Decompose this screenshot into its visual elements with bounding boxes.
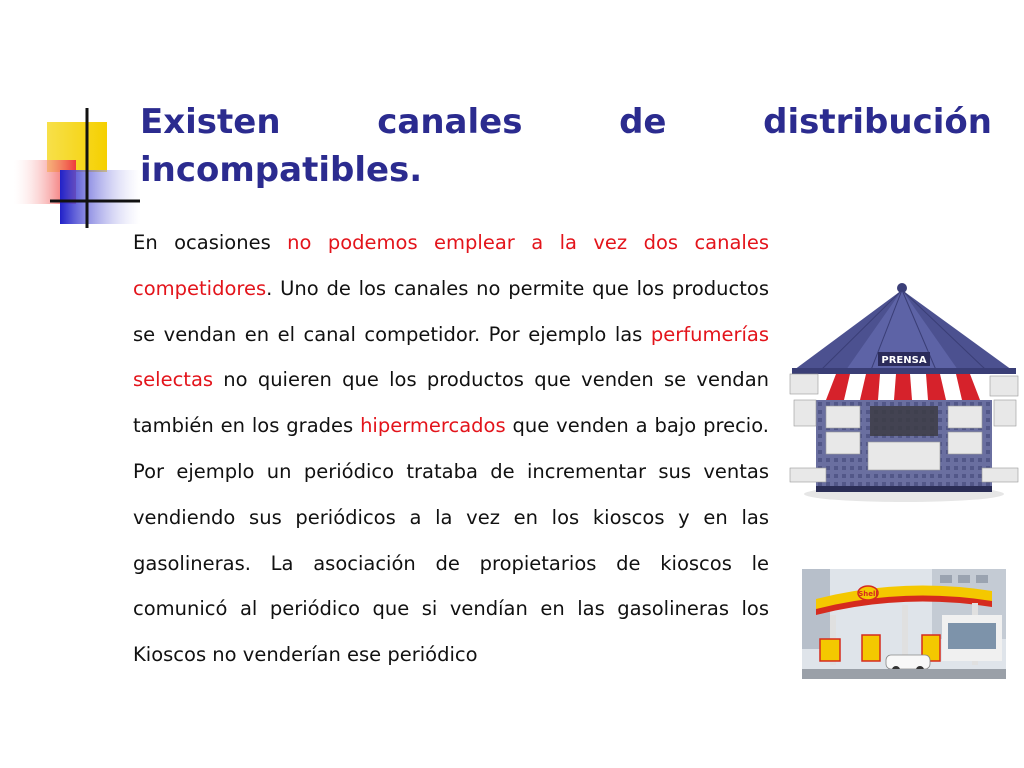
highlight-competing-channels: no podemos emplear a la vez dos canales competidores [133,231,770,300]
corner-decoration [0,0,140,240]
slide-title [140,98,992,194]
body-text-segment: . Uno de los canales no permite que los productos se vendan en el canal competidor. Por ejemplo las [133,276,769,346]
title-word: Existen [140,102,281,142]
gas-station-image [802,569,1006,679]
deco-blue-square [60,170,140,224]
highlight-perfumeries: perfumerías selectas [133,322,769,392]
kiosk-sign: PRENSA [881,355,927,366]
body-paragraph [133,220,769,678]
title-word: de [619,102,667,142]
title-word: distribución [763,102,992,142]
station-brand-label: Shell [858,590,878,598]
body-text-segment: que venden a bajo precio. Por ejemplo un periódico trataba de incrementar sus ventas vendiendo sus periódicos a la vez en los kioscos y en las gasolineras. La asociación de propietarios de kioscos le comunicó al periódico que si vendían en las gasolineras los Kioscos no venderían ese periódico [133,414,769,667]
highlight-hypermarkets: hipermercados [360,414,506,438]
title-word: canales [377,102,523,142]
body-text-segment: no quieren que los productos que venden se vendan también en los grades [133,368,769,438]
title-line-1 [140,98,992,146]
kiosk-image [786,282,1022,504]
body-text-segment: En ocasiones [133,231,288,254]
title-line-2: incompatibles. [140,150,423,190]
